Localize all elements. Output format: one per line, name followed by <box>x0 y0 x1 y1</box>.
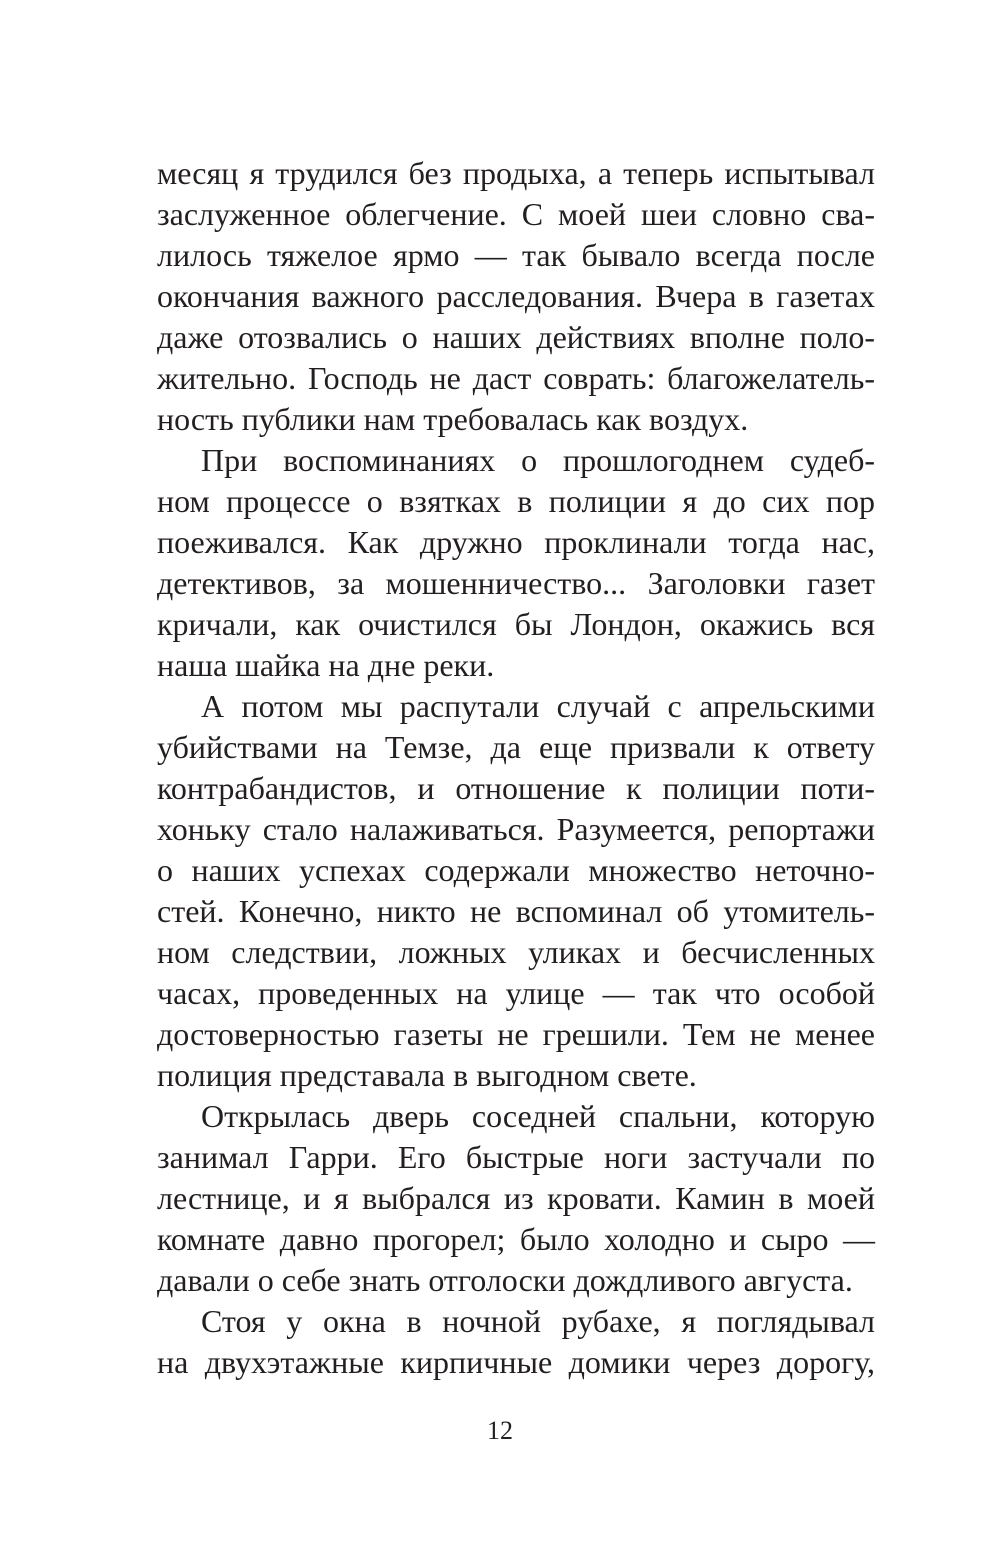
text-line: на двухэтажные кирпичные домики через дорогу, <box>157 1344 875 1380</box>
text-line: комнате давно прогорел; было холодно и сыро — <box>157 1221 875 1257</box>
paragraph-2 <box>157 440 875 686</box>
text-line: стей. Конечно, никто не вспоминал об утомитель- <box>157 893 875 929</box>
text-line: достоверностью газеты не грешили. Тем не менее <box>157 1016 875 1052</box>
paragraph-1 <box>157 153 875 440</box>
text-line: ность публики нам требовалась как воздух. <box>157 401 749 437</box>
text-line: убийствами на Темзе, да еще призвали к ответу <box>157 729 875 765</box>
text-line: Стоя у окна в ночной рубахе, я поглядывал <box>201 1303 875 1339</box>
text-line: наша шайка на дне реки. <box>157 647 495 683</box>
text-line: детективов, за мошенничество... Заголовки газет <box>157 565 875 601</box>
text-line: Открылась дверь соседней спальни, которую <box>201 1098 875 1134</box>
page-number: 12 <box>487 1416 513 1445</box>
text-line: окончания важного расследования. Вчера в газетах <box>157 278 875 314</box>
text-line: При воспоминаниях о прошлогоднем судеб- <box>201 442 875 478</box>
text-line: давали о себе знать отголоски дождливого августа. <box>157 1262 853 1298</box>
text-line: ном процессе о взятках в полиции я до сих пор <box>157 483 875 519</box>
text-line: хоньку стало налаживаться. Разумеется, репортажи <box>157 811 875 847</box>
text-line: лилось тяжелое ярмо — так бывало всегда после <box>157 237 875 273</box>
text-line: ном следствии, ложных уликах и бесчисленных <box>157 934 875 970</box>
text-line: даже отозвались о наших действиях вполне поло- <box>157 319 875 355</box>
text-line: кричали, как очистился бы Лондон, окажись вся <box>157 606 875 642</box>
paragraph-3 <box>157 686 875 1096</box>
text-line: поеживался. Как дружно проклинали тогда нас, <box>157 524 875 560</box>
text-line: о наших успехах содержали множество неточно- <box>157 852 875 888</box>
text-line: жительно. Господь не даст соврать: благожелатель- <box>157 360 875 396</box>
page-text <box>157 153 875 1383</box>
paragraph-4 <box>157 1096 875 1301</box>
text-line: лестнице, и я выбрался из кровати. Камин в моей <box>157 1180 875 1216</box>
text-line: А потом мы распутали случай с апрельскими <box>201 688 875 724</box>
text-line: полиция представала в выгодном свете. <box>157 1057 697 1093</box>
text-line: часах, проведенных на улице — так что особой <box>157 975 875 1011</box>
text-line: контрабандистов, и отношение к полиции поти- <box>157 770 875 806</box>
paragraph-5 <box>157 1301 875 1383</box>
text-line: занимал Гарри. Его быстрые ноги застучали по <box>157 1139 875 1175</box>
text-line: заслуженное облегчение. С моей шеи словно сва- <box>157 196 875 232</box>
text-line: месяц я трудился без продыха, а теперь испытывал <box>157 155 875 191</box>
